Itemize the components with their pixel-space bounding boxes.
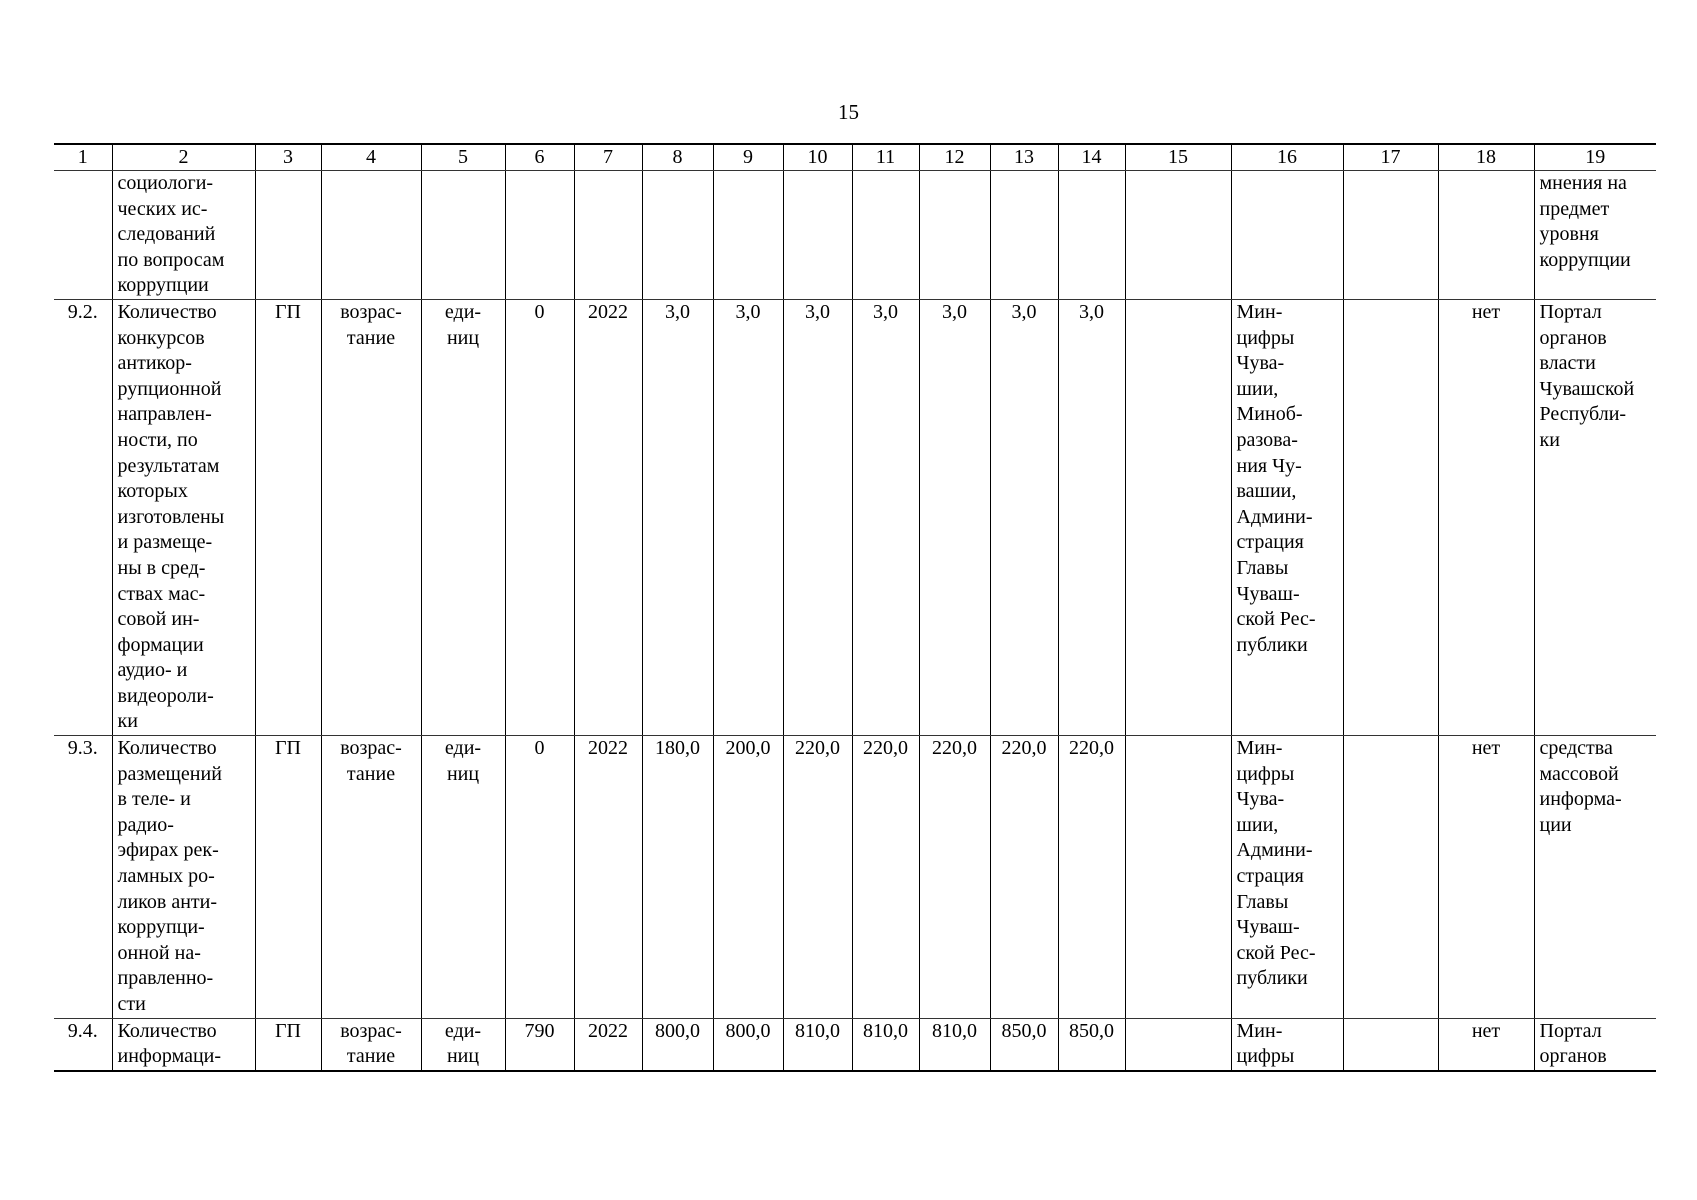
column-number: 15 bbox=[1125, 144, 1231, 171]
table-row bbox=[54, 736, 1656, 1019]
indicator-type bbox=[255, 171, 321, 300]
column-number: 12 bbox=[919, 144, 990, 171]
value-col-9 bbox=[713, 171, 783, 300]
column-number: 7 bbox=[574, 144, 642, 171]
column-number: 5 bbox=[421, 144, 505, 171]
column-number: 13 bbox=[990, 144, 1058, 171]
value-col-14: 220,0 bbox=[1058, 736, 1125, 1019]
column-number: 2 bbox=[112, 144, 255, 171]
column-number: 6 bbox=[505, 144, 574, 171]
column-18: нет bbox=[1438, 1018, 1534, 1071]
indicator-type: ГП bbox=[255, 299, 321, 735]
column-number: 19 bbox=[1534, 144, 1656, 171]
base-year: 2022 bbox=[574, 736, 642, 1019]
trend: возрас- тание bbox=[321, 736, 421, 1019]
base-year: 2022 bbox=[574, 299, 642, 735]
column-number: 14 bbox=[1058, 144, 1125, 171]
column-number: 10 bbox=[783, 144, 852, 171]
value-col-10 bbox=[783, 171, 852, 300]
column-number-row bbox=[54, 144, 1656, 171]
column-17 bbox=[1343, 736, 1438, 1019]
base-value: 790 bbox=[505, 1018, 574, 1071]
base-year: 2022 bbox=[574, 1018, 642, 1071]
column-18 bbox=[1438, 171, 1534, 300]
column-15 bbox=[1125, 171, 1231, 300]
row-number: 9.3. bbox=[54, 736, 112, 1019]
unit: еди- ниц bbox=[421, 299, 505, 735]
base-year bbox=[574, 171, 642, 300]
table-row bbox=[54, 171, 1656, 300]
data-source: средства массовой информа- ции bbox=[1534, 736, 1656, 1019]
row-number bbox=[54, 171, 112, 300]
row-number: 9.2. bbox=[54, 299, 112, 735]
column-number: 9 bbox=[713, 144, 783, 171]
indicator-name: Количество конкурсов антикор- рупционной направлен- ности, по результатам которых изготовлены и размеще- ны в сред- ствах мас- совой ин- формации аудио- и видеороли- ки bbox=[112, 299, 255, 735]
trend: возрас- тание bbox=[321, 299, 421, 735]
column-18: нет bbox=[1438, 299, 1534, 735]
value-col-8: 180,0 bbox=[642, 736, 713, 1019]
responsible-body: Мин- цифры bbox=[1231, 1018, 1343, 1071]
value-col-11: 220,0 bbox=[852, 736, 919, 1019]
column-number: 11 bbox=[852, 144, 919, 171]
value-col-9: 3,0 bbox=[713, 299, 783, 735]
value-col-12 bbox=[919, 171, 990, 300]
column-15 bbox=[1125, 736, 1231, 1019]
value-col-12: 3,0 bbox=[919, 299, 990, 735]
indicator-type: ГП bbox=[255, 736, 321, 1019]
column-17 bbox=[1343, 1018, 1438, 1071]
base-value bbox=[505, 171, 574, 300]
column-15 bbox=[1125, 1018, 1231, 1071]
value-col-8: 800,0 bbox=[642, 1018, 713, 1071]
responsible-body bbox=[1231, 171, 1343, 300]
column-number: 8 bbox=[642, 144, 713, 171]
indicator-type: ГП bbox=[255, 1018, 321, 1071]
value-col-13 bbox=[990, 171, 1058, 300]
value-col-14 bbox=[1058, 171, 1125, 300]
column-number: 17 bbox=[1343, 144, 1438, 171]
column-18: нет bbox=[1438, 736, 1534, 1019]
value-col-10: 220,0 bbox=[783, 736, 852, 1019]
value-col-14: 3,0 bbox=[1058, 299, 1125, 735]
value-col-8: 3,0 bbox=[642, 299, 713, 735]
row-number: 9.4. bbox=[54, 1018, 112, 1071]
data-source: Портал органов власти Чувашской Республи- ки bbox=[1534, 299, 1656, 735]
column-number: 1 bbox=[54, 144, 112, 171]
value-col-8 bbox=[642, 171, 713, 300]
value-col-14: 850,0 bbox=[1058, 1018, 1125, 1071]
unit: еди- ниц bbox=[421, 1018, 505, 1071]
value-col-10: 810,0 bbox=[783, 1018, 852, 1071]
value-col-13: 220,0 bbox=[990, 736, 1058, 1019]
indicators-table bbox=[54, 143, 1656, 1072]
column-number: 18 bbox=[1438, 144, 1534, 171]
unit bbox=[421, 171, 505, 300]
column-15 bbox=[1125, 299, 1231, 735]
indicator-name: Количество размещений в теле- и радио- эфирах рек- ламных ро- ликов анти- коррупци- онной на- правленно- сти bbox=[112, 736, 255, 1019]
column-number: 4 bbox=[321, 144, 421, 171]
responsible-body: Мин- цифры Чува- шии, Админи- страция Главы Чуваш- ской Рес- публики bbox=[1231, 736, 1343, 1019]
value-col-9: 200,0 bbox=[713, 736, 783, 1019]
value-col-11: 810,0 bbox=[852, 1018, 919, 1071]
page-number: 15 bbox=[838, 100, 859, 124]
column-17 bbox=[1343, 171, 1438, 300]
value-col-12: 810,0 bbox=[919, 1018, 990, 1071]
indicator-name: Количество информаци- bbox=[112, 1018, 255, 1071]
value-col-13: 850,0 bbox=[990, 1018, 1058, 1071]
trend bbox=[321, 171, 421, 300]
value-col-13: 3,0 bbox=[990, 299, 1058, 735]
value-col-9: 800,0 bbox=[713, 1018, 783, 1071]
table-row bbox=[54, 1018, 1656, 1071]
data-source: мнения на предмет уровня коррупции bbox=[1534, 171, 1656, 300]
column-number: 3 bbox=[255, 144, 321, 171]
base-value: 0 bbox=[505, 299, 574, 735]
data-source: Портал органов bbox=[1534, 1018, 1656, 1071]
indicator-name: социологи- ческих ис- следований по вопросам коррупции bbox=[112, 171, 255, 300]
trend: возрас- тание bbox=[321, 1018, 421, 1071]
column-number: 16 bbox=[1231, 144, 1343, 171]
unit: еди- ниц bbox=[421, 736, 505, 1019]
value-col-12: 220,0 bbox=[919, 736, 990, 1019]
value-col-11: 3,0 bbox=[852, 299, 919, 735]
table-row bbox=[54, 299, 1656, 735]
base-value: 0 bbox=[505, 736, 574, 1019]
value-col-10: 3,0 bbox=[783, 299, 852, 735]
column-17 bbox=[1343, 299, 1438, 735]
responsible-body: Мин- цифры Чува- шии, Миноб- разова- ния Чу- вашии, Админи- страция Главы Чуваш- ской Рес- публики bbox=[1231, 299, 1343, 735]
value-col-11 bbox=[852, 171, 919, 300]
